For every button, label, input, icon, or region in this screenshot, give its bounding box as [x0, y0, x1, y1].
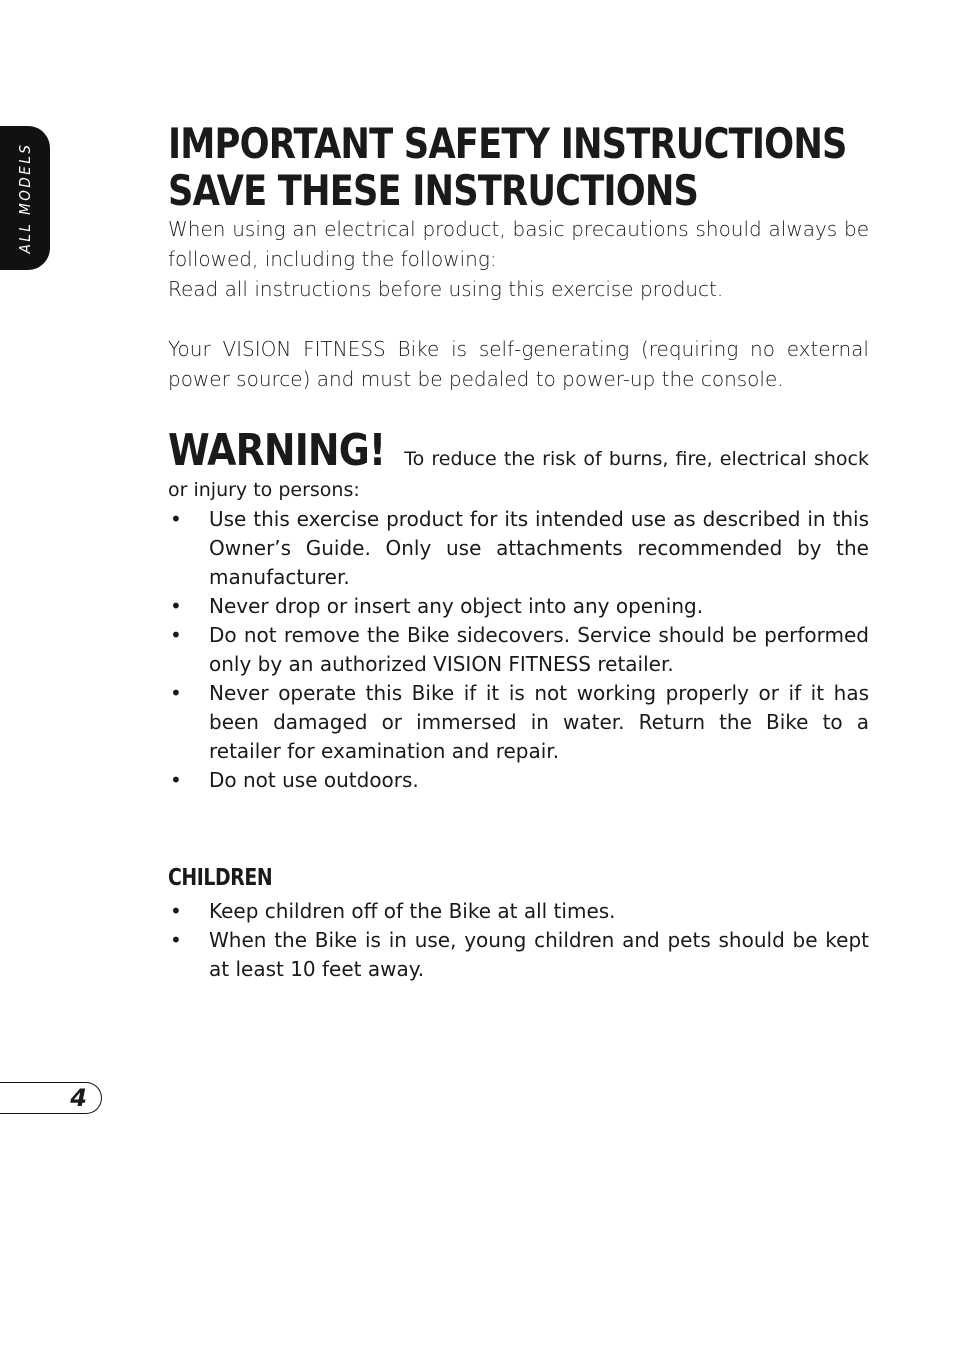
list-item: [168, 621, 869, 679]
side-tab-label: ALL MODELS: [16, 142, 34, 254]
bullet-icon: •: [170, 623, 182, 647]
list-item: [168, 926, 869, 984]
children-list: [168, 897, 869, 984]
list-item-text: Use this exercise product for its intended use as described in this Owner’s Guide. Only use attachments recommended by the manufacturer.: [209, 507, 869, 589]
list-item-text: Keep children off of the Bike at all times.: [209, 899, 616, 923]
list-item: [168, 505, 869, 592]
list-item: [168, 592, 869, 621]
list-item-text: When the Bike is in use, young children and pets should be kept at least 10 feet away.: [209, 928, 869, 981]
warning-block: [168, 425, 869, 505]
side-tab: [0, 126, 50, 270]
list-item: [168, 766, 869, 795]
bullet-icon: •: [170, 899, 182, 923]
list-item-text: Do not use outdoors.: [209, 768, 419, 792]
intro-paragraph-2: Read all instructions before using this exercise product.: [168, 277, 724, 301]
list-item-text: Never operate this Bike if it is not working properly or if it has been damaged or immersed in water. Return the Bike to a retailer for examination and repair.: [209, 681, 869, 763]
bullet-icon: •: [170, 768, 182, 792]
warning-heading: WARNING!: [168, 425, 386, 476]
bullet-icon: •: [170, 928, 182, 952]
main-content: [168, 120, 869, 984]
title-line-2: SAVE THESE INSTRUCTIONS: [168, 166, 699, 215]
title-line-1: IMPORTANT SAFETY INSTRUCTIONS: [168, 119, 847, 168]
page-title: [168, 120, 875, 214]
bullet-icon: •: [170, 594, 182, 618]
warning-list: [168, 505, 869, 795]
warning-text: To reduce the risk of burns, fire, electrical shock or injury to persons:: [168, 448, 869, 501]
page-number: 4: [70, 1084, 87, 1112]
intro-paragraph-3: Your VISION FITNESS Bike is self-generating (requiring no external power source) and must be pedaled to power-up the console.: [168, 337, 869, 391]
list-item: [168, 679, 869, 766]
list-item-text: Do not remove the Bike sidecovers. Service should be performed only by an authorized VISION FITNESS retailer.: [209, 623, 869, 676]
children-heading: CHILDREN: [168, 865, 273, 891]
page-number-tab: [0, 1082, 102, 1114]
intro-paragraph-1: When using an electrical product, basic precautions should always be followed, including the following:: [168, 217, 869, 271]
bullet-icon: •: [170, 681, 182, 705]
list-item-text: Never drop or insert any object into any opening.: [209, 594, 704, 618]
list-item: [168, 897, 869, 926]
bullet-icon: •: [170, 507, 182, 531]
